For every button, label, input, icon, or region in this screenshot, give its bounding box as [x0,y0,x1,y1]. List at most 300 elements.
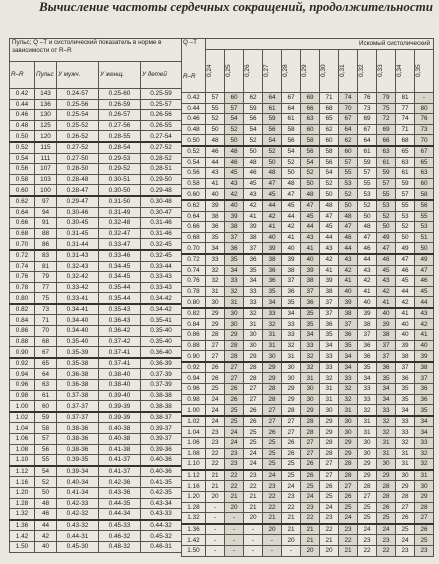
cell-systolic-value: 21 [225,491,244,502]
cell-systolic-value: 22 [206,448,225,459]
table-row [10,455,182,466]
cell-women: 0.41-38 [99,444,141,455]
cell-systolic-value: 35 [263,286,282,297]
cell-systolic-value: 34 [282,308,301,319]
cell-men: 0.37-38 [57,390,99,401]
cell-children: 0.38-38 [141,401,182,412]
cell-pulse: 40 [35,541,57,552]
cell-systolic-value: 57 [358,168,377,179]
table-row [182,427,434,438]
cell-systolic-value: 55 [377,189,396,200]
cell-systolic-value: 31 [377,438,396,449]
cell-rr: 0.60 [10,185,35,196]
qt-column-label: 0,34 [396,64,403,78]
cell-systolic-value: - [282,545,301,556]
cell-children: 0.33-43 [141,282,182,293]
cell-rr: 0.48 [182,124,206,135]
cell-systolic-value: 35 [358,362,377,373]
cell-systolic-value: 37 [396,362,415,373]
cell-systolic-value: 50 [282,168,301,179]
table-row [182,146,434,157]
cell-systolic-value: 52 [244,135,263,146]
cell-systolic-value: - [415,93,434,104]
cell-rr: 0.58 [182,178,206,189]
cell-systolic-value: 49 [396,243,415,254]
table-row [10,347,182,358]
cell-women: 0.40-38 [99,423,141,434]
table-row [10,380,182,391]
cell-rr: 0.74 [182,265,206,276]
cell-rr: 1.36 [10,520,35,531]
cell-systolic-value: 20 [244,513,263,524]
cell-women: 0.40-38 [99,434,141,445]
cell-rr: 1.10 [10,455,35,466]
cell-systolic-value: 23 [358,535,377,546]
cell-children: 0.46-31 [141,541,182,552]
cell-systolic-value: 65 [396,146,415,157]
cell-systolic-value: 50 [415,243,434,254]
cell-systolic-value: 28 [206,330,225,341]
page-title: Вычисление частоты сердечных сокращений, продолжительности [39,0,433,14]
cell-children: 0.34-42 [141,293,182,304]
cell-systolic-value: 41 [244,211,263,222]
cell-rr: 0.98 [10,390,35,401]
cell-systolic-value: 38 [377,330,396,341]
cell-systolic-value: 29 [282,394,301,405]
cell-children: 0.35-41 [141,315,182,326]
qt-column-header [396,50,415,93]
cell-men: 0.25-52 [57,120,99,131]
cell-systolic-value: 43 [244,189,263,200]
table-row [10,423,182,434]
cell-children: 0.29-50 [141,174,182,185]
cell-children: 0.36-40 [141,347,182,358]
cell-systolic-value: 24 [301,491,320,502]
cell-systolic-value: 30 [263,351,282,362]
cell-men: 0.34-40 [57,315,99,326]
cell-children: 0.38-38 [141,390,182,401]
cell-systolic-value: 29 [358,470,377,481]
cell-systolic-value: 22 [301,513,320,524]
cell-rr: 0.46 [182,114,206,125]
table-row [10,487,182,498]
cell-systolic-value: 23 [206,438,225,449]
cell-systolic-value: 24 [358,524,377,535]
cell-systolic-value: 25 [225,416,244,427]
cell-systolic-value: 34 [377,394,396,405]
cell-systolic-value: 26 [320,481,339,492]
systolic-table-body [182,93,434,557]
cell-systolic-value: 32 [206,276,225,287]
cell-systolic-value: 56 [282,135,301,146]
cell-systolic-value: 67 [358,124,377,135]
table-row [10,520,182,531]
cell-pulse: 91 [35,218,57,229]
cell-systolic-value: 22 [377,545,396,556]
cell-rr: 0.78 [10,282,35,293]
cell-systolic-value: 21 [244,502,263,513]
table-row [182,351,434,362]
cell-systolic-value: 40 [396,319,415,330]
cell-men: 0.39-35 [57,455,99,466]
cell-systolic-value: 20 [263,524,282,535]
table-row [182,135,434,146]
cell-systolic-value: 23 [320,513,339,524]
norms-table-title: Пульс; Q –T и систолический показатель в норме в зависимости от R–R [10,39,182,62]
cell-pulse: 65 [35,358,57,369]
cell-systolic-value: 24 [396,535,415,546]
cell-systolic-value: 31 [358,416,377,427]
cell-women: 0.29-52 [99,164,141,175]
cell-women: 0.37-42 [99,336,141,347]
cell-rr: 0.80 [182,297,206,308]
cell-systolic-value: 36 [415,384,434,395]
cell-systolic-value: - [244,535,263,546]
cell-systolic-value: 48 [320,200,339,211]
cell-systolic-value: 23 [225,459,244,470]
cell-systolic-value: 26 [244,416,263,427]
cell-systolic-value: - [244,524,263,535]
cell-systolic-value: 56 [244,114,263,125]
cell-systolic-value: 60 [225,93,244,104]
cell-systolic-value: 27 [244,384,263,395]
cell-rr: 0.60 [182,189,206,200]
cell-systolic-value: 23 [396,545,415,556]
cell-pulse: 115 [35,142,57,153]
cell-pulse: 97 [35,196,57,207]
cell-rr: 0.72 [182,254,206,265]
cell-men: 0.27-52 [57,142,99,153]
cell-systolic-value: 38 [320,286,339,297]
cell-systolic-value: 70 [415,135,434,146]
cell-systolic-value: 27 [396,502,415,513]
cell-men: 0.35-40 [57,336,99,347]
cell-systolic-value: 44 [320,232,339,243]
cell-rr: 0.94 [182,373,206,384]
cell-systolic-value: 26 [206,373,225,384]
cell-systolic-value: 44 [339,243,358,254]
cell-systolic-value: 48 [358,222,377,233]
cell-systolic-value: 69 [377,124,396,135]
cell-systolic-value: 39 [415,351,434,362]
cell-children: 0.25-57 [141,99,182,110]
cell-children: 0.45-32 [141,531,182,542]
cell-systolic-value: 27 [263,405,282,416]
cell-systolic-value: 25 [415,535,434,546]
cell-systolic-value: 36 [225,243,244,254]
cell-systolic-value: 26 [301,470,320,481]
cell-systolic-value: 26 [263,427,282,438]
cell-systolic-value: 56 [415,200,434,211]
cell-systolic-value: 35 [396,394,415,405]
qt-column-label: 0,29 [301,64,308,78]
cell-systolic-value: 58 [320,146,339,157]
cell-systolic-value: 22 [244,481,263,492]
cell-systolic-value: 42 [320,254,339,265]
table-row [10,261,182,272]
cell-systolic-value: 28 [244,373,263,384]
cell-systolic-value: 31 [396,448,415,459]
cell-men: 0.40-34 [57,477,99,488]
cell-children: 0.26-55 [141,120,182,131]
cell-systolic-value: 29 [206,308,225,319]
cell-systolic-value: 32 [244,308,263,319]
cell-systolic-value: 57 [339,157,358,168]
cell-pulse: 88 [35,228,57,239]
cell-systolic-value: 28 [320,438,339,449]
cell-systolic-value: 33 [263,308,282,319]
table-row [10,207,182,218]
cell-systolic-value: 21 [320,535,339,546]
cell-men: 0.34-41 [57,304,99,315]
cell-systolic-value: 23 [377,535,396,546]
cell-systolic-value: 36 [358,351,377,362]
qt-column-label: 0,25 [225,64,232,78]
cell-rr: 1.04 [10,423,35,434]
cell-systolic-value: 37 [244,243,263,254]
table-row [10,239,182,250]
table-row [10,498,182,509]
table-row [10,466,182,477]
cell-systolic-value: 30 [225,308,244,319]
cell-systolic-value: 35 [301,308,320,319]
cell-systolic-value: 24 [320,502,339,513]
cell-systolic-value: 52 [206,114,225,125]
cell-systolic-value: 63 [301,114,320,125]
cell-children: 0.35-40 [141,336,182,347]
cell-children: 0.35-40 [141,326,182,337]
cell-systolic-value: 50 [225,135,244,146]
cell-systolic-value: 56 [263,124,282,135]
table-row [182,362,434,373]
cell-systolic-value: 77 [396,103,415,114]
cell-systolic-value: 48 [244,157,263,168]
cell-children: 0.39-36 [141,444,182,455]
cell-pulse: 46 [35,509,57,520]
cell-men: 0.27-50 [57,153,99,164]
cell-systolic-value: 34 [320,340,339,351]
cell-systolic-value: 35 [320,330,339,341]
cell-children: 0.32-45 [141,250,182,261]
cell-systolic-value: 30 [301,394,320,405]
table-row [182,211,434,222]
cell-rr: 0.54 [182,157,206,168]
cell-systolic-value: 24 [206,405,225,416]
cell-rr: 0.46 [10,110,35,121]
cell-systolic-value: 48 [225,146,244,157]
cell-systolic-value: 67 [415,146,434,157]
table-row [182,438,434,449]
cell-women: 0.29-53 [99,153,141,164]
cell-pulse: 50 [35,487,57,498]
cell-systolic-value: 53 [339,178,358,189]
cell-systolic-value: 39 [206,200,225,211]
col-header-men: У мужч. [57,62,99,89]
cell-children: 0.39-37 [141,423,182,434]
table-row [10,99,182,110]
cell-rr: 0.76 [10,272,35,283]
cell-systolic-value: 37 [358,330,377,341]
table-row [10,153,182,164]
cell-pulse: 56 [35,444,57,455]
cell-systolic-value: 31 [301,373,320,384]
cell-systolic-value: 61 [377,157,396,168]
cell-systolic-value: 33 [339,373,358,384]
qt-column-header [244,50,263,93]
cell-systolic-value: 42 [244,200,263,211]
cell-systolic-value: 40 [377,308,396,319]
table-row [10,120,182,131]
cell-men: 0.31-43 [57,250,99,261]
cell-systolic-value: 76 [415,114,434,125]
cell-systolic-value: 38 [301,276,320,287]
cell-systolic-value: 38 [244,232,263,243]
cell-systolic-value: 50 [358,211,377,222]
cell-systolic-value: 34 [377,384,396,395]
cell-systolic-value: 68 [320,103,339,114]
cell-systolic-value: 20 [301,545,320,556]
cell-systolic-value: 36 [301,297,320,308]
table-row [10,250,182,261]
cell-systolic-value: 61 [282,114,301,125]
cell-systolic-value: 26 [339,491,358,502]
cell-rr: 0.92 [182,362,206,373]
cell-children: 0.41-35 [141,477,182,488]
cell-systolic-value: 30 [358,448,377,459]
cell-systolic-value: 65 [320,114,339,125]
cell-systolic-value: 25 [339,502,358,513]
cell-rr: 0.84 [10,315,35,326]
cell-women: 0.37-41 [99,347,141,358]
cell-systolic-value: 37 [377,340,396,351]
cell-rr: 1.32 [10,509,35,520]
cell-systolic-value: 23 [282,491,301,502]
cell-systolic-value: 38 [415,362,434,373]
cell-systolic-value: 32 [339,384,358,395]
cell-systolic-value: 41 [320,265,339,276]
cell-systolic-value: 61 [396,168,415,179]
systolic-column-headers [182,50,434,93]
cell-systolic-value: 50 [301,178,320,189]
cell-systolic-value: 52 [339,189,358,200]
qt-column-header [282,50,301,93]
cell-systolic-value: 28 [301,416,320,427]
cell-systolic-value: - [225,513,244,524]
cell-systolic-value: 22 [358,545,377,556]
cell-rr: 1.02 [182,416,206,427]
cell-systolic-value: 36 [263,265,282,276]
cell-systolic-value: 33 [282,319,301,330]
cell-systolic-value: 37 [415,373,434,384]
cell-systolic-value: 34 [396,405,415,416]
cell-men: 0.32-43 [57,261,99,272]
cell-children: 0.30-48 [141,196,182,207]
table-row [10,164,182,175]
cell-systolic-value: 59 [396,178,415,189]
cell-systolic-value: 27 [206,340,225,351]
cell-systolic-value: 33 [225,276,244,287]
cell-pulse: 54 [35,466,57,477]
cell-systolic-value: 25 [377,513,396,524]
cell-systolic-value: 57 [206,93,225,104]
cell-systolic-value: 38 [339,308,358,319]
cell-women: 0.32-48 [99,218,141,229]
table-row [182,319,434,330]
cell-systolic-value: 46 [358,243,377,254]
cell-systolic-value: 64 [282,103,301,114]
qt-column-label: 0,35 [415,64,422,78]
cell-systolic-value: 20 [320,545,339,556]
cell-men: 0.38-36 [57,434,99,445]
table-row [182,524,434,535]
cell-rr: 0.56 [182,168,206,179]
cell-systolic-value: 30 [377,459,396,470]
cell-pulse: 125 [35,120,57,131]
cell-pulse: 52 [35,477,57,488]
table-row [10,509,182,520]
cell-systolic-value: 43 [225,178,244,189]
cell-pulse: 58 [35,423,57,434]
cell-systolic-value: 26 [282,438,301,449]
cell-pulse: 81 [35,261,57,272]
cell-rr: 0.66 [182,222,206,233]
cell-systolic-value: 36 [206,222,225,233]
cell-systolic-value: 43 [415,308,434,319]
cell-women: 0.41-37 [99,455,141,466]
cell-systolic-value: 32 [301,362,320,373]
cell-systolic-value: 29 [244,351,263,362]
cell-rr: 1.16 [10,477,35,488]
table-row [182,93,434,104]
cell-systolic-value: 44 [263,200,282,211]
table-row [10,272,182,283]
cell-children: 0.31-46 [141,228,182,239]
cell-systolic-value: 26 [301,459,320,470]
cell-systolic-value: 24 [263,470,282,481]
cell-systolic-value: 24 [244,448,263,459]
table-row [10,369,182,380]
cell-systolic-value: 50 [244,146,263,157]
cell-systolic-value: 24 [225,438,244,449]
cell-men: 0.41-34 [57,487,99,498]
cell-systolic-value: 33 [415,438,434,449]
cell-systolic-value: 31 [263,330,282,341]
cell-rr: 0.68 [10,228,35,239]
cell-systolic-value: 59 [263,114,282,125]
table-row [182,276,434,287]
cell-systolic-value: 21 [339,545,358,556]
cell-rr: 1.00 [10,401,35,412]
cell-men: 0.33-42 [57,282,99,293]
cell-men: 0.25-54 [57,110,99,121]
cell-rr: 0.70 [182,243,206,254]
cell-pulse: 59 [35,412,57,423]
cell-systolic-value: 30 [396,470,415,481]
cell-pulse: 130 [35,110,57,121]
cell-systolic-value: 25 [358,502,377,513]
cell-pulse: 75 [35,293,57,304]
cell-children: 0.43-33 [141,509,182,520]
cell-pulse: 94 [35,207,57,218]
cell-systolic-value: 33 [206,254,225,265]
rr-label: R–R [183,73,196,80]
cell-systolic-value: 47 [377,243,396,254]
cell-rr: 0.54 [10,153,35,164]
cell-systolic-value: 30 [358,438,377,449]
qt-column-header [301,50,320,93]
col-header-children: У детей [141,62,182,89]
cell-systolic-value: 45 [320,222,339,233]
